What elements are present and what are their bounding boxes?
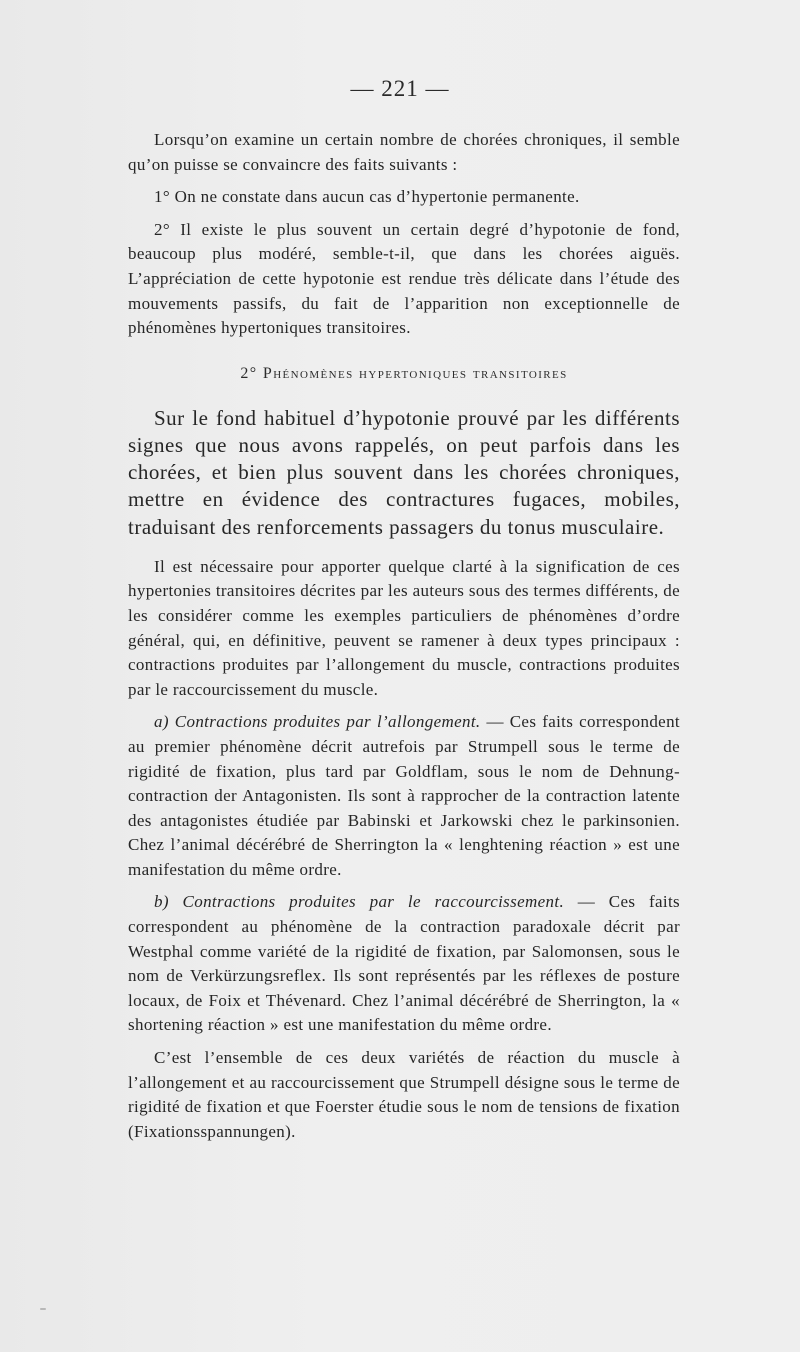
paragraph-types: Il est nécessaire pour apporter quelque clarté à la signification de ces hypertonies transitoires décrites par les auteurs sous des termes différents, de les considérer comme les exemples particuliers de phénomènes d’ordre général, qui, en définitive, peuvent se ramener à deux types principaux : contractions produites par l’allongement du muscle, contractions produites par le raccourcissement du muscle. (128, 556, 680, 699)
subhead-allongement: a) Contractions produites par l’allongement. (154, 712, 481, 732)
section-intro-paragraph: Sur le fond habituel d’hypotonie prouvé par les différents signes que nous avons rappelés, on peut parfois dans les chorées, et bien plus souvent dans les chorées chroniques, mettre en évidence des contractures fugaces, mobiles, traduisant des renforcements passagers du tonus musculaire. (128, 405, 680, 539)
text-raccourcissement: — Ces faits correspondent au phénomène de la contraction paradoxale décrit par Westphal comme variété de la rigidité de fixation, par Salomonsen, sous le nom de Verkürzungsreflex. Ils sont représentés par les réflexes de posture locaux, de Foix et Thévenard. Chez l’animal décérébré de Sherrington, la « shortening réaction » est une manifestation du même ordre. (128, 892, 680, 1035)
paper-speck (40, 1308, 46, 1310)
text-allongement: — Ces faits correspondent au premier phénomène décrit autrefois par Strumpell sous le terme de rigidité de fixation, plus tard par Goldflam, sous le nom de Dehnung-contraction der Antagonisten. Ils sont à rapprocher de la contraction latente des antagonistes étudiée par Babinski et Jarkowski chez le parkinsonien. Chez l’animal décérébré de Sherrington la « lenghtening réaction » est une manifestation du même ordre. (128, 712, 680, 879)
paragraph-allongement (128, 710, 680, 882)
paragraph-closing: C’est l’ensemble de ces deux variétés de réaction du muscle à l’allongement et au raccourcissement que Strumpell désigne sous le terme de rigidité de fixation et que Foerster étudie sous le nom de tensions de fixation (Fixationsspannungen). (128, 1048, 680, 1141)
page-body (128, 128, 680, 1144)
paragraph-point-2: 2° Il existe le plus souvent un certain degré d’hypotonie de fond, beaucoup plus modéré, semble-t-il, que dans les chorées aiguës. L’appréciation de cette hypotonie est rendue très délicate dans l’étude des mouvements passifs, du fait de l’apparition non exceptionnelle de phénomènes hypertoniques transitoires. (128, 219, 680, 338)
page-number: — 221 — (350, 76, 450, 101)
paragraph-raccourcissement (128, 890, 680, 1038)
subhead-raccourcissement: b) Contractions produites par le raccourcissement. (154, 892, 565, 912)
paragraph-intro: Lorsqu’on examine un certain nombre de chorées chroniques, il semble qu’on puisse se convaincre des faits suivants : (128, 130, 680, 174)
section-heading: 2° Phénomènes hypertoniques transitoires (240, 364, 568, 382)
paragraph-point-1: 1° On ne constate dans aucun cas d’hypertonie permanente. (154, 187, 580, 207)
